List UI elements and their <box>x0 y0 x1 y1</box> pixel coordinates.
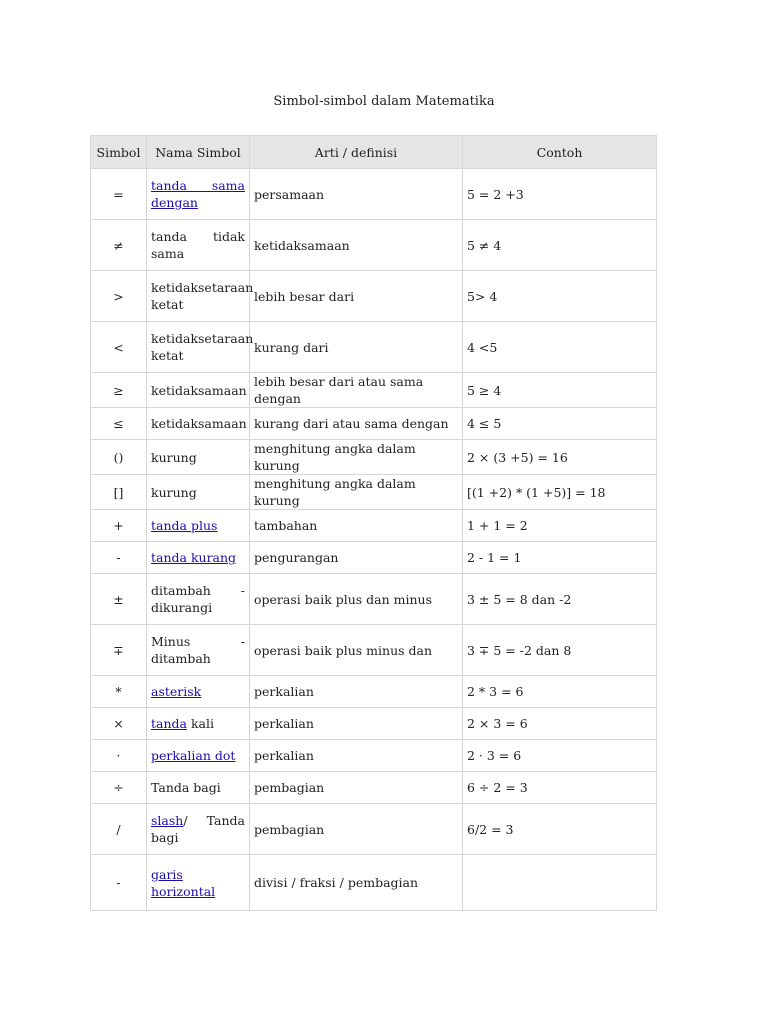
meaning-cell: tambahan <box>250 510 463 542</box>
name-cell <box>147 676 250 708</box>
symbol-cell: / <box>91 804 147 855</box>
symbol-table <box>90 135 657 911</box>
symbol-name-link[interactable]: tanda <box>151 716 187 731</box>
table-row <box>91 625 657 676</box>
symbol-name-link[interactable]: garis horizontal <box>151 866 216 899</box>
example-cell: 2 * 3 = 6 <box>463 676 657 708</box>
meaning-cell: menghitung angka dalam kurung <box>250 440 463 475</box>
symbol-cell: = <box>91 169 147 220</box>
name-cell: tanda tidak sama <box>147 220 250 271</box>
example-cell: 2 × 3 = 6 <box>463 708 657 740</box>
name-cell <box>147 510 250 542</box>
example-cell <box>463 855 657 911</box>
name-cell: Minus - ditambah <box>147 625 250 676</box>
symbol-cell: ≤ <box>91 408 147 440</box>
name-cell: ketidaksetaraan ketat <box>147 322 250 373</box>
meaning-cell: ketidaksamaan <box>250 220 463 271</box>
meaning-cell: pengurangan <box>250 542 463 574</box>
example-cell: 2 · 3 = 6 <box>463 740 657 772</box>
table-row <box>91 220 657 271</box>
symbol-cell: ≠ <box>91 220 147 271</box>
table-row <box>91 510 657 542</box>
symbol-cell: - <box>91 542 147 574</box>
symbol-cell: < <box>91 322 147 373</box>
header-simbol: Simbol <box>91 136 147 169</box>
example-cell: 5> 4 <box>463 271 657 322</box>
meaning-cell: operasi baik plus minus dan <box>250 625 463 676</box>
symbol-name-link[interactable]: asterisk <box>151 684 202 699</box>
example-cell: 4 ≤ 5 <box>463 408 657 440</box>
name-cell <box>147 169 250 220</box>
meaning-cell: kurang dari atau sama dengan <box>250 408 463 440</box>
header-contoh: Contoh <box>463 136 657 169</box>
table-row <box>91 804 657 855</box>
meaning-cell: pembagian <box>250 804 463 855</box>
symbol-cell: () <box>91 440 147 475</box>
table-row <box>91 676 657 708</box>
symbol-cell: ± <box>91 574 147 625</box>
table-row <box>91 271 657 322</box>
meaning-cell: lebih besar dari <box>250 271 463 322</box>
name-cell: kurung <box>147 475 250 510</box>
example-cell: 5 ≥ 4 <box>463 373 657 408</box>
header-arti: Arti / definisi <box>250 136 463 169</box>
name-cell <box>147 708 250 740</box>
meaning-cell: perkalian <box>250 708 463 740</box>
example-cell: 5 ≠ 4 <box>463 220 657 271</box>
table-row <box>91 574 657 625</box>
name-cell <box>147 740 250 772</box>
table-row <box>91 740 657 772</box>
symbol-cell: ≥ <box>91 373 147 408</box>
name-cell: ketidaksetaraan ketat <box>147 271 250 322</box>
meaning-cell: perkalian <box>250 740 463 772</box>
example-cell: 6 ÷ 2 = 3 <box>463 772 657 804</box>
example-cell: 4 <5 <box>463 322 657 373</box>
meaning-cell: pembagian <box>250 772 463 804</box>
example-cell: 2 × (3 +5) = 16 <box>463 440 657 475</box>
example-cell: 3 ∓ 5 = -2 dan 8 <box>463 625 657 676</box>
symbol-cell: * <box>91 676 147 708</box>
symbol-name-link[interactable]: tanda kurang <box>151 550 237 565</box>
table-row <box>91 542 657 574</box>
example-cell: 2 - 1 = 1 <box>463 542 657 574</box>
symbol-cell: ÷ <box>91 772 147 804</box>
name-cell: Tanda bagi <box>147 772 250 804</box>
symbol-name-link[interactable]: tanda plus <box>151 518 218 533</box>
meaning-cell: menghitung angka dalam kurung <box>250 475 463 510</box>
table-row <box>91 440 657 475</box>
meaning-cell: lebih besar dari atau sama dengan <box>250 373 463 408</box>
example-cell: 3 ± 5 = 8 dan -2 <box>463 574 657 625</box>
example-cell: 1 + 1 = 2 <box>463 510 657 542</box>
symbol-cell: + <box>91 510 147 542</box>
example-cell: 6/2 = 3 <box>463 804 657 855</box>
table-row <box>91 373 657 408</box>
table-row <box>91 772 657 804</box>
table-header-row <box>91 136 657 169</box>
meaning-cell: operasi baik plus dan minus <box>250 574 463 625</box>
table-row <box>91 475 657 510</box>
name-cell: ketidaksamaan <box>147 408 250 440</box>
example-cell: 5 = 2 +3 <box>463 169 657 220</box>
table-row <box>91 855 657 911</box>
symbol-name-text: kali <box>186 716 214 731</box>
meaning-cell: persamaan <box>250 169 463 220</box>
header-nama-simbol: Nama Simbol <box>147 136 250 169</box>
name-cell <box>147 542 250 574</box>
symbol-name-text: / Tanda bagi <box>151 813 245 845</box>
name-cell <box>147 804 250 855</box>
meaning-cell: kurang dari <box>250 322 463 373</box>
meaning-cell: perkalian <box>250 676 463 708</box>
symbol-name-link[interactable]: perkalian dot <box>151 748 236 763</box>
table-row <box>91 322 657 373</box>
symbol-name-link[interactable]: slash <box>151 813 184 828</box>
name-cell: ketidaksamaan <box>147 373 250 408</box>
name-cell: kurung <box>147 440 250 475</box>
name-cell <box>147 855 250 911</box>
page-title: Simbol-simbol dalam Matematika <box>273 94 495 109</box>
name-cell: ditambah - dikurangi <box>147 574 250 625</box>
symbol-name-link[interactable]: tanda sama dengan <box>151 178 245 210</box>
example-cell: [(1 +2) * (1 +5)] = 18 <box>463 475 657 510</box>
table-row <box>91 708 657 740</box>
table-row <box>91 169 657 220</box>
table-row <box>91 408 657 440</box>
symbol-cell: · <box>91 740 147 772</box>
symbol-cell: - <box>91 855 147 911</box>
symbol-cell: ∓ <box>91 625 147 676</box>
meaning-cell: divisi / fraksi / pembagian <box>250 855 463 911</box>
symbol-cell: > <box>91 271 147 322</box>
symbol-cell: × <box>91 708 147 740</box>
symbol-cell: [] <box>91 475 147 510</box>
